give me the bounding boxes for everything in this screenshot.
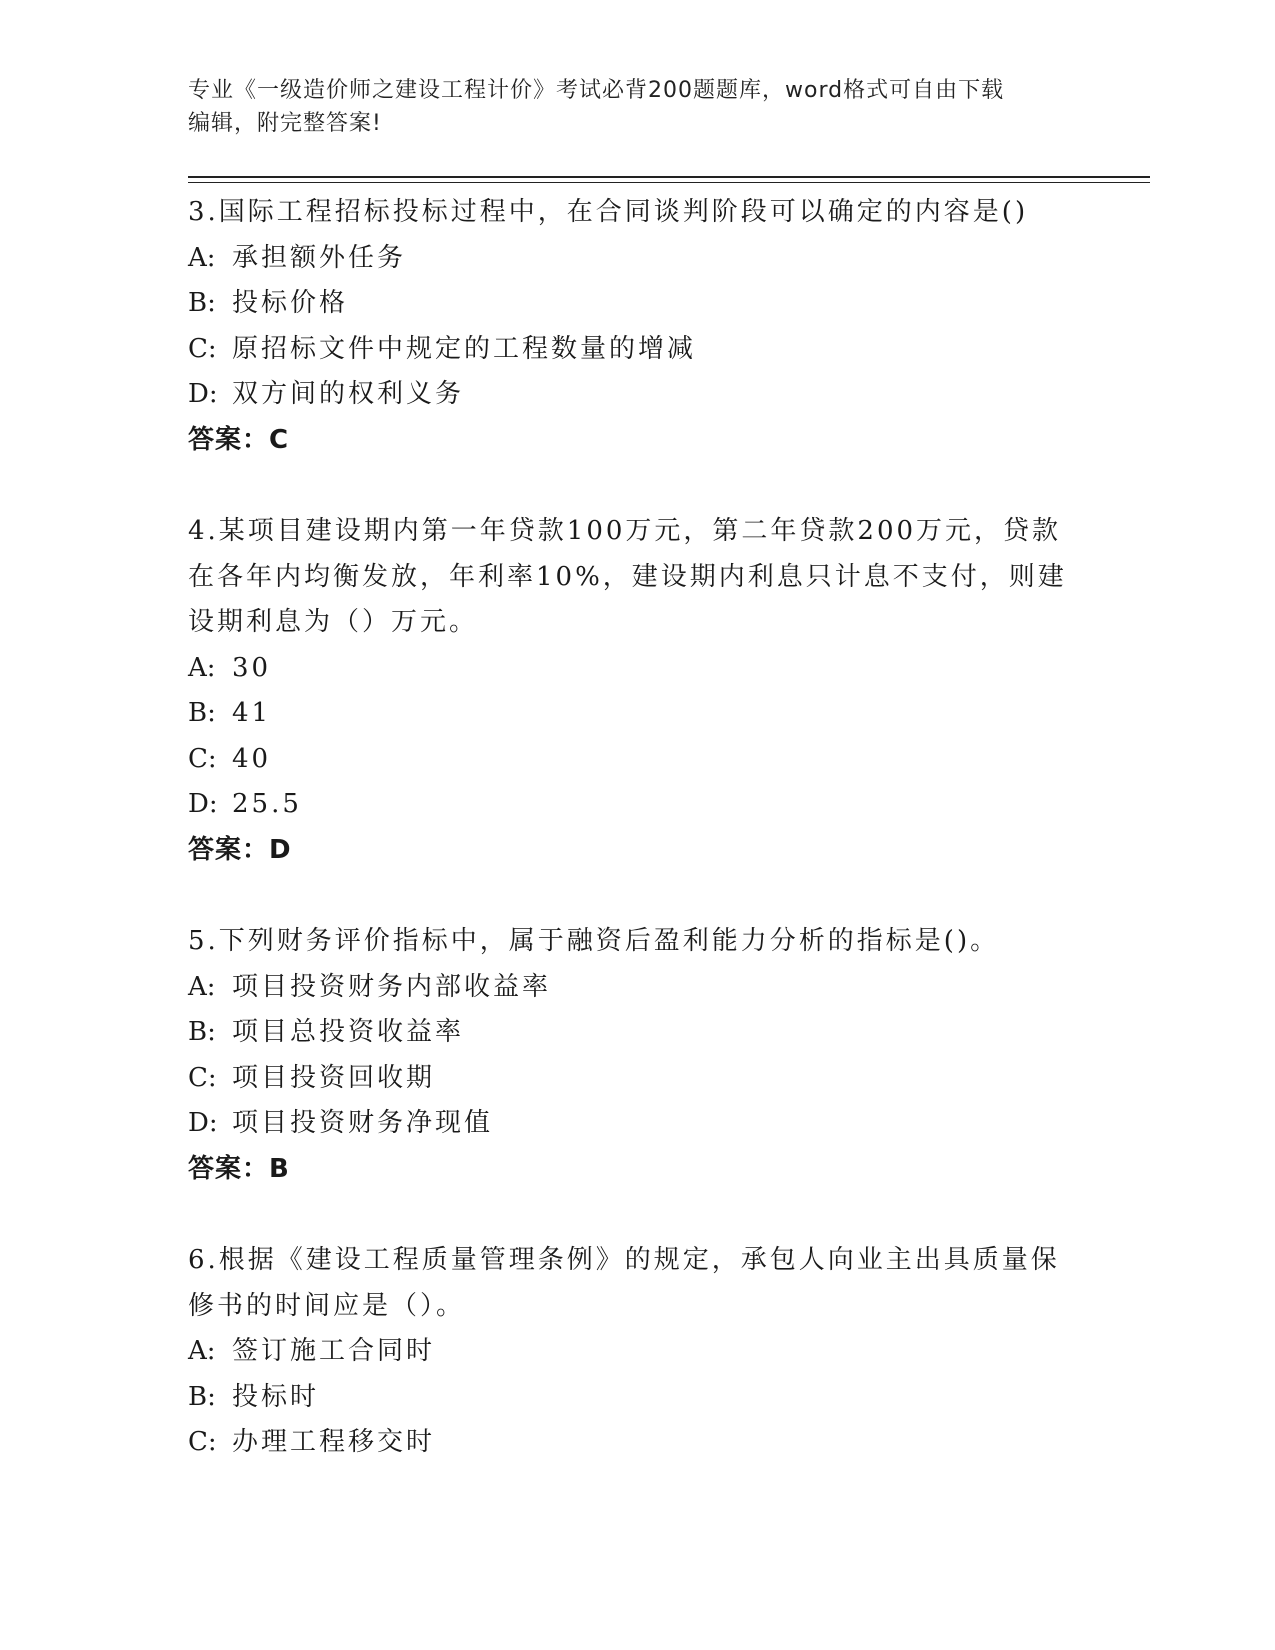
option-letter: A: bbox=[188, 971, 216, 1002]
option-text: 项目投资财务内部收益率 bbox=[232, 971, 552, 1002]
header-line-1: 专业《一级造价师之建设工程计价》考试必背200题题库，word格式可自由下载 bbox=[188, 78, 1005, 103]
question-6 bbox=[188, 1238, 1088, 1466]
option-letter: D: bbox=[188, 379, 218, 409]
option-c bbox=[188, 327, 1088, 373]
option-text: 30 bbox=[232, 652, 272, 683]
header-line-2: 编辑，附完整答案! bbox=[188, 111, 382, 136]
answer: 答案：C bbox=[188, 424, 290, 455]
option-letter: A: bbox=[188, 1336, 216, 1366]
option-a bbox=[188, 646, 1088, 692]
option-letter: B: bbox=[188, 698, 216, 728]
option-d bbox=[188, 372, 1088, 418]
option-text: 25.5 bbox=[232, 789, 302, 819]
option-text: 签订施工合同时 bbox=[232, 1336, 436, 1366]
option-letter: D: bbox=[188, 1108, 218, 1138]
option-text: 原招标文件中规定的工程数量的增减 bbox=[232, 333, 697, 364]
question-5 bbox=[188, 919, 1088, 1192]
question-stem: 3.国际工程招标投标过程中，在合同谈判阶段可以确定的内容是() bbox=[188, 197, 1029, 227]
answer: 答案：D bbox=[188, 834, 292, 865]
option-text: 双方间的权利义务 bbox=[232, 379, 465, 409]
option-text: 项目总投资收益率 bbox=[232, 1017, 465, 1047]
option-letter: B: bbox=[188, 1017, 216, 1047]
option-d bbox=[188, 1101, 1088, 1147]
option-text: 投标时 bbox=[232, 1381, 320, 1412]
option-c bbox=[188, 1056, 1088, 1102]
option-b bbox=[188, 691, 1088, 737]
option-letter: B: bbox=[188, 288, 216, 318]
option-letter: C: bbox=[188, 1062, 217, 1093]
option-a bbox=[188, 1329, 1088, 1375]
option-c bbox=[188, 737, 1088, 783]
option-b bbox=[188, 1010, 1088, 1056]
option-letter: D: bbox=[188, 789, 218, 819]
question-stem: 5.下列财务评价指标中，属于融资后盈利能力分析的指标是()。 bbox=[188, 926, 1000, 956]
option-text: 投标价格 bbox=[232, 288, 349, 318]
option-a bbox=[188, 236, 1088, 282]
option-text: 办理工程移交时 bbox=[232, 1427, 436, 1457]
question-list bbox=[188, 190, 1088, 1512]
answer: 答案：B bbox=[188, 1153, 290, 1184]
option-d bbox=[188, 782, 1088, 828]
header-divider-thin bbox=[188, 182, 1150, 183]
question-stem: 6.根据《建设工程质量管理条例》的规定，承包人向业主出具质量保修书的时间应是（）。 bbox=[188, 1245, 1060, 1321]
option-c bbox=[188, 1420, 1088, 1466]
option-letter: C: bbox=[188, 743, 217, 774]
question-3 bbox=[188, 190, 1088, 463]
option-a bbox=[188, 965, 1088, 1011]
option-text: 40 bbox=[232, 743, 272, 774]
option-letter: A: bbox=[188, 242, 216, 273]
header-divider-thick bbox=[188, 176, 1150, 178]
option-letter: C: bbox=[188, 333, 217, 364]
option-text: 承担额外任务 bbox=[232, 242, 407, 273]
option-letter: A: bbox=[188, 652, 216, 683]
option-letter: B: bbox=[188, 1381, 216, 1412]
option-text: 项目投资回收期 bbox=[232, 1062, 436, 1093]
question-stem: 4.某项目建设期内第一年贷款100万元，第二年贷款200万元，贷款在各年内均衡发放，年利率10%，建设期内利息只计息不支付，则建设期利息为（）万元。 bbox=[188, 516, 1067, 637]
option-b bbox=[188, 281, 1088, 327]
option-text: 41 bbox=[232, 698, 272, 728]
option-letter: C: bbox=[188, 1427, 217, 1457]
option-text: 项目投资财务净现值 bbox=[232, 1108, 494, 1138]
option-b bbox=[188, 1375, 1088, 1421]
document-header bbox=[188, 74, 1088, 140]
question-4 bbox=[188, 509, 1088, 873]
